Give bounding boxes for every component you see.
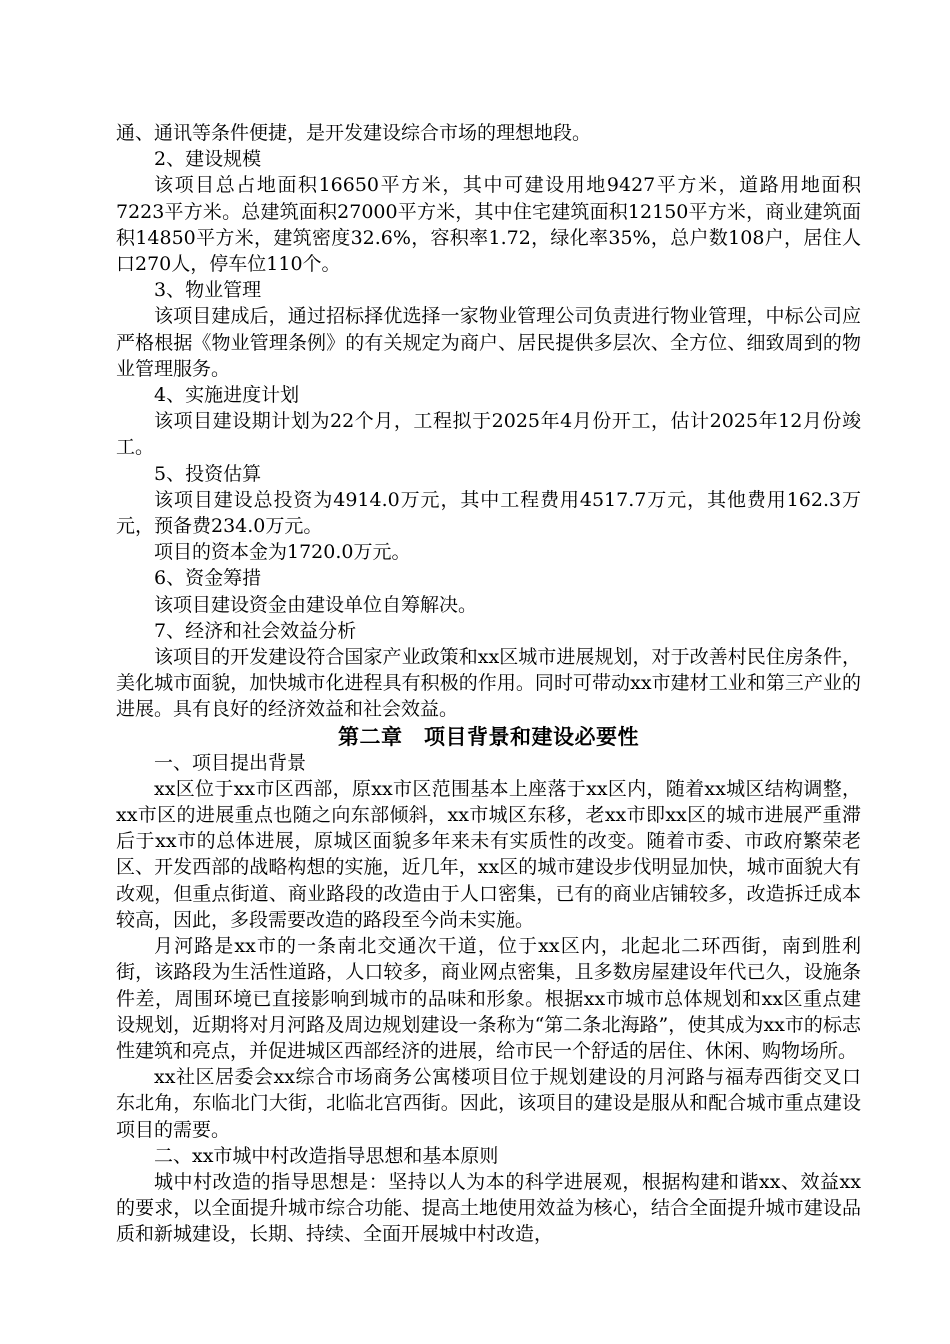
section-heading-funding: 6、资金筹措	[154, 567, 262, 590]
paragraph-continuation: 通、通讯等条件便捷，是开发建设综合市场的理想地段。	[116, 122, 592, 144]
section-heading-property: 3、物业管理	[154, 279, 262, 302]
section-heading-benefit: 7、经济和社会效益分析	[154, 619, 357, 642]
section-heading-schedule: 4、实施进度计划	[154, 384, 300, 407]
document-body	[116, 120, 861, 1248]
paragraph-property: 该项目建成后，通过招标择优选择一家物业管理公司负责进行物业管理，中标公司应严格根据《物业管理条例》的有关规定为商户、居民提供多层次、全方位、细致周到的物业管理服务。	[116, 305, 861, 380]
section-heading-scale: 2、建设规模	[154, 148, 262, 171]
section-heading-investment: 5、投资估算	[154, 462, 262, 485]
paragraph-background-1: xx区位于xx市区西部，原xx市区范围基本上座落于xx区内，随着xx城区结构调整，xx市区的进展重点也随之向东部倾斜，xx市城区东移，老xx市即xx区的城市进展严重滞后于xx市的总体进展，原城区面貌多年来未有实质性的改变。随着市委、市政府繁荣老区、开发西部的战略构想的实施，近几年，xx区的城市建设步伐明显加快，城市面貌大有改观，但重点街道、商业路段的改造由于人口密集，已有的商业店铺较多，改造拆迁成本较高，因此，多段需要改造的路段至今尚未实施。	[116, 777, 861, 931]
paragraph-scale: 该项目总占地面积16650平方米，其中可建设用地9427平方米，道路用地面积7223平方米。总建筑面积27000平方米，其中住宅建筑面积12150平方米，商业建筑面积14850平方米，建筑密度32.6%，容积率1.72，绿化率35%，总户数108户，居住人口270人，停车位110个。	[116, 174, 861, 276]
paragraph-schedule: 该项目建设期计划为22个月，工程拟于2025年4月份开工，估计2025年12月份竣工。	[116, 410, 861, 459]
paragraph-funding: 该项目建设资金由建设单位自筹解决。	[154, 593, 478, 616]
paragraph-background-3: xx社区居委会xx综合市场商务公寓楼项目位于规划建设的月河路与福寿西街交叉口东北角，东临北门大街，北临北宫西街。因此，该项目的建设是服从和配合城市重点建设项目的需要。	[116, 1066, 861, 1141]
paragraph-capital: 项目的资本金为1720.0万元。	[154, 541, 411, 564]
paragraph-background-2: 月河路是xx市的一条南北交通次干道，位于xx区内，北起北二环西街，南到胜利街，该路段为生活性道路，人口较多，商业网点密集，且多数房屋建设年代已久，设施条件差，周围环境已直接影响到城市的品味和形象。根据xx市城市总体规划和xx区重点建设规划，近期将对月河路及周边规划建设一条称为“第二条北海路”，使其成为xx市的标志性建筑和亮点，并促进城区西部经济的进展，给市民一个舒适的居住、休闲、购物场所。	[116, 935, 861, 1062]
paragraph-benefit: 该项目的开发建设符合国家产业政策和xx区城市进展规划，对于改善村民住房条件，美化城市面貌，加快城市化进程具有积极的作用。同时可带动xx市建材工业和第三产业的进展。具有良好的经济效益和社会效益。	[116, 646, 861, 721]
paragraph-investment: 该项目建设总投资为4914.0万元，其中工程费用4517.7万元，其他费用162.3万元，预备费234.0万元。	[116, 488, 861, 538]
paragraph-guideline: 城中村改造的指导思想是：坚持以人为本的科学进展观，根据构建和谐xx、效益xx的要求，以全面提升城市综合功能、提高土地使用效益为核心，结合全面提升城市建设品质和新城建设，长期、持续、全面开展城中村改造，	[116, 1170, 861, 1246]
section-heading-guideline: 二、xx市城中村改造指导思想和基本原则	[154, 1144, 499, 1167]
section-heading-background: 一、项目提出背景	[154, 751, 307, 774]
chapter-title: 第二章 项目背景和建设必要性	[338, 723, 639, 749]
